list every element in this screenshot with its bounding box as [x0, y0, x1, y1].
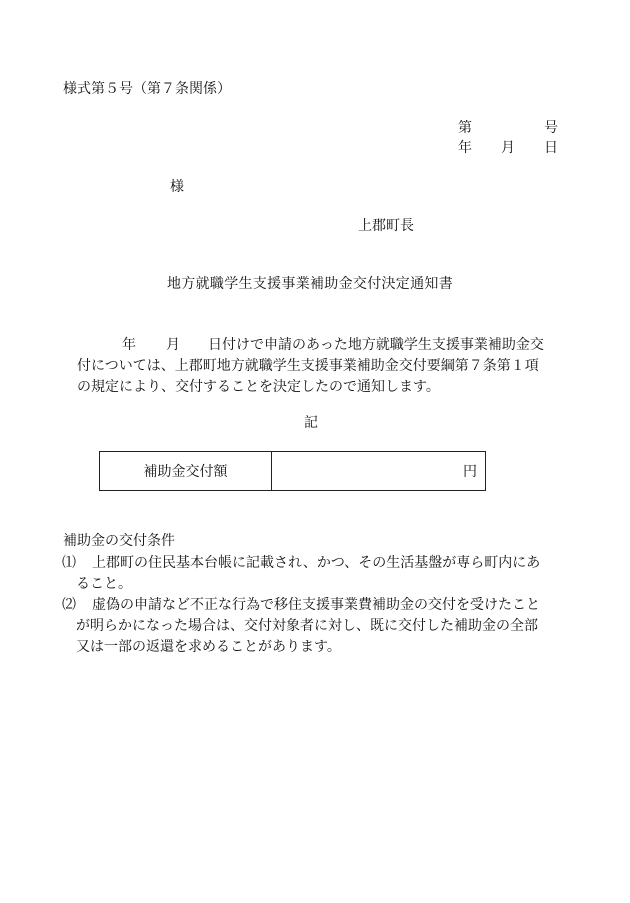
- condition-2-line-1: 虚偽の申請など不正な行為で移住支援事業費補助金の交付を受けたこと: [92, 597, 540, 613]
- body-line-1: [77, 335, 557, 356]
- condition-2-line-2: が明らかになった場合は、交付対象者に対し、既に交付した補助金の全部: [76, 618, 538, 634]
- date-month: 月: [501, 140, 515, 156]
- issuer-name: 上郡町長: [358, 218, 414, 234]
- condition-1-line-1: 上郡町の住民基本台帳に記載され、かつ、その生活基盤が専ら町内にあ: [92, 555, 541, 571]
- number-suffix: 号: [544, 120, 558, 136]
- form-number: 様式第５号（第７条関係）: [63, 81, 231, 97]
- notice-body: [77, 335, 557, 398]
- grant-amount-label: 補助金交付額: [100, 452, 272, 490]
- body-line-2: 付については、上郡町地方就職学生支援事業補助金交付要綱第７条第１項: [77, 358, 539, 374]
- recipient-suffix: 様: [170, 179, 184, 195]
- condition-1-line-2: ること。: [76, 576, 132, 592]
- body-line-3: の規定により、交付することを決定したので通知します。: [77, 379, 440, 395]
- condition-2-line-3: 又は一部の返還を求めることがあります。: [76, 639, 341, 655]
- condition-item-1: [62, 553, 562, 595]
- grant-amount-table: [99, 451, 486, 491]
- grant-amount-value-cell: [272, 452, 485, 490]
- condition-item-2: [62, 595, 562, 658]
- date-year: 年: [458, 140, 472, 156]
- yen-unit: 円: [463, 464, 477, 480]
- body-month-unit: 月: [166, 337, 180, 353]
- conditions-list: [62, 553, 562, 658]
- ki-heading: 記: [304, 415, 318, 431]
- document-title: 地方就職学生支援事業補助金交付決定通知書: [167, 276, 453, 292]
- body-line-1-text: 日付けで申請のあった地方就職学生支援事業補助金交: [208, 337, 544, 353]
- number-prefix: 第: [458, 120, 472, 136]
- condition-marker-1: ⑴: [62, 555, 76, 571]
- conditions-heading: 補助金の交付条件: [63, 533, 175, 549]
- body-year-unit: 年: [122, 337, 136, 353]
- condition-marker-2: ⑵: [62, 597, 76, 613]
- date-day: 日: [544, 140, 558, 156]
